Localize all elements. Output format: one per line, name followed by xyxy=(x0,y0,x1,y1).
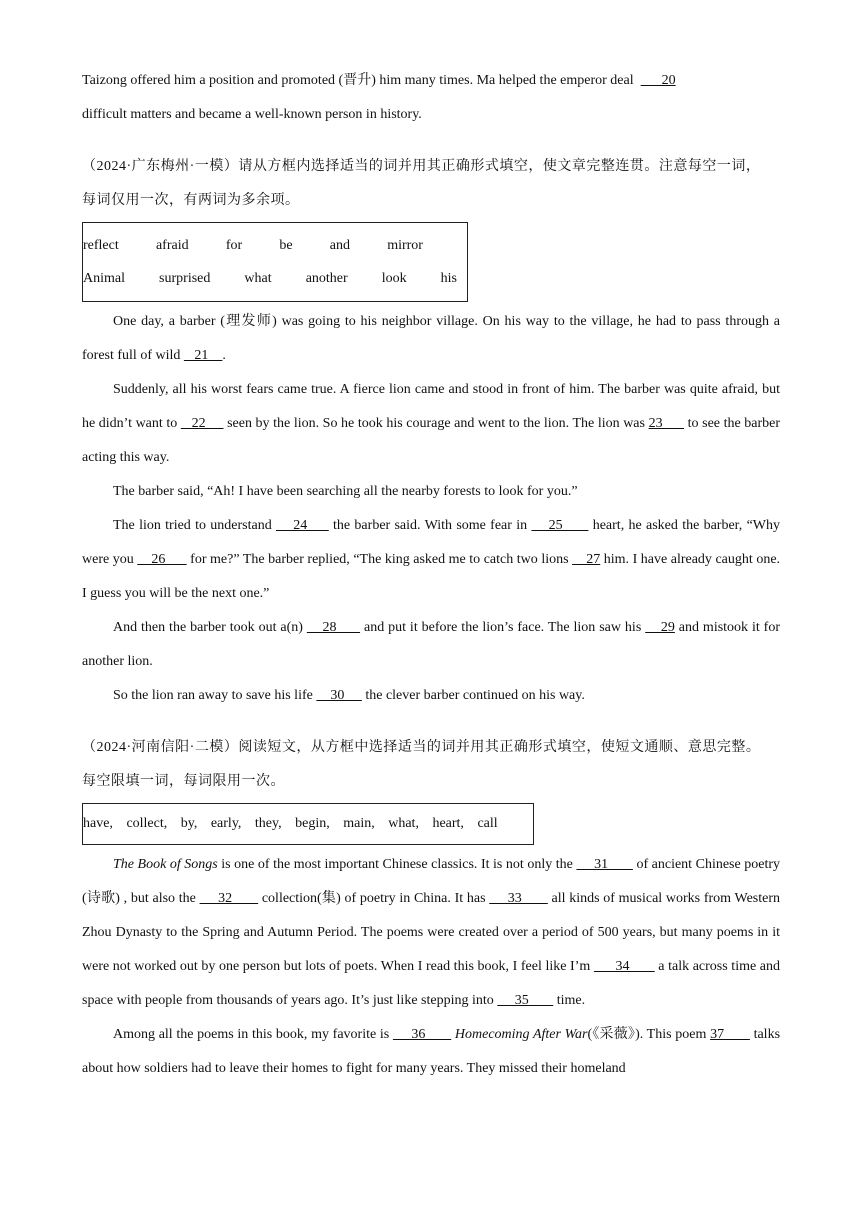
blank-20[interactable]: 20 xyxy=(640,73,676,88)
poem-title: Homecoming After War xyxy=(454,1027,588,1042)
text: The lion tried to understand xyxy=(113,518,277,533)
word: begin, xyxy=(295,816,330,831)
blank-36[interactable]: 36 xyxy=(392,1027,452,1042)
text: him. I have already caught one. I guess you will be the next one.” xyxy=(82,552,781,601)
word: call xyxy=(477,816,498,831)
word: Animal xyxy=(83,271,125,286)
word: another xyxy=(305,271,348,286)
blank-30[interactable]: 30 xyxy=(316,688,362,703)
book-title: The Book of Songs xyxy=(113,857,218,872)
word: collect, xyxy=(126,816,168,831)
paragraph xyxy=(82,373,780,475)
word: afraid xyxy=(155,238,189,253)
text: to see the barber acting this way. xyxy=(82,416,781,465)
word: have, xyxy=(83,816,113,831)
blank-33[interactable]: 33 xyxy=(489,891,548,906)
blank-37[interactable]: 37 xyxy=(710,1027,750,1042)
paragraph xyxy=(82,509,780,611)
word: his xyxy=(440,271,457,286)
text: . xyxy=(222,348,226,363)
text: seen by the lion. So he took his courage and went to the lion. The lion was xyxy=(223,416,649,431)
word: for xyxy=(225,238,243,253)
paragraph xyxy=(82,679,780,713)
blank-28[interactable]: 28 xyxy=(306,620,361,635)
text: Suddenly, all his worst fears came true. A fierce lion came and stood in front of him. The barber was quite afraid, but he didn’t want to xyxy=(82,382,780,431)
text: time. xyxy=(553,993,586,1008)
word-bank-box-2 xyxy=(82,803,534,845)
blank-34[interactable]: 34 xyxy=(593,959,655,974)
text: 每词仅用一次，有两词为多余项。 xyxy=(82,193,300,208)
word: be xyxy=(279,238,293,253)
text: heart, he asked the barber, “Why were you xyxy=(82,518,781,567)
text: and mistook it for another lion. xyxy=(82,620,780,669)
word-bank-row-2 xyxy=(83,262,467,295)
word-bank-row-1 xyxy=(83,229,467,262)
blank-21[interactable]: 21 xyxy=(183,348,223,363)
paragraph xyxy=(82,611,780,679)
word: they, xyxy=(254,816,282,831)
text: Taizong offered him a position and promoted (晋升) him many times. Ma helped the emperor deal xyxy=(82,73,634,88)
word: early, xyxy=(210,816,242,831)
word: mirror xyxy=(387,238,423,253)
blank-27[interactable]: 27 xyxy=(572,552,601,567)
text: One day, a barber (理发师) was going to his neighbor village. On his way to the village, he had to pass through a forest full of wild xyxy=(82,314,780,363)
paragraph xyxy=(82,1018,780,1086)
text: the barber said. With some fear in xyxy=(328,518,532,533)
blank-32[interactable]: 32 xyxy=(199,891,259,906)
word: look xyxy=(381,271,407,286)
text: 每空限填一词，每词限用一次。 xyxy=(82,774,285,789)
section2-instructions xyxy=(82,150,780,218)
blank-22[interactable]: 22 xyxy=(180,416,224,431)
word: what xyxy=(244,271,272,286)
text: is one of the most important Chinese classics. It is not only the xyxy=(217,857,577,872)
text: collection(集) of poetry in China. It has xyxy=(258,891,490,906)
paragraph: The barber said, “Ah! I have been searching all the nearby forests to look for you.” xyxy=(113,484,578,499)
word: main, xyxy=(343,816,375,831)
text: the clever barber continued on his way. xyxy=(361,688,585,703)
text: and put it before the lion’s face. The lion saw his xyxy=(360,620,646,635)
word: surprised xyxy=(159,271,211,286)
word: reflect xyxy=(83,238,119,253)
paragraph xyxy=(82,848,780,1018)
word: what, xyxy=(388,816,419,831)
text: of ancient Chinese poetry (诗歌) , but also the xyxy=(82,857,781,906)
blank-29[interactable]: 29 xyxy=(645,620,675,635)
word-bank-box-1 xyxy=(82,222,468,302)
word: by, xyxy=(180,816,198,831)
blank-31[interactable]: 31 xyxy=(576,857,633,872)
text: difficult matters and became a well-known person in history. xyxy=(82,107,422,122)
word: heart, xyxy=(432,816,464,831)
text: talks about how soldiers had to leave their homes to fight for many years. They missed their homeland xyxy=(82,1027,781,1076)
text: a talk across time and space with people from thousands of years ago. It’s just like stepping into xyxy=(82,959,781,1008)
blank-35[interactable]: 35 xyxy=(497,993,554,1008)
text: And then the barber took out a(n) xyxy=(113,620,307,635)
blank-25[interactable]: 25 xyxy=(531,518,589,533)
document-page xyxy=(82,64,780,1086)
blank-26[interactable]: 26 xyxy=(137,552,187,567)
passage-top xyxy=(82,64,780,132)
blank-23[interactable]: 23 xyxy=(648,416,685,431)
text: Among all the poems in this book, my favorite is xyxy=(113,1027,393,1042)
text: all kinds of musical works from Western Zhou Dynasty to the Spring and Autumn Period. The poems were created over a period of 500 years, but many poems in it were not worked out by one person but lots of poets. When I read this book, I feel like I’m xyxy=(82,891,781,974)
word: and xyxy=(329,238,350,253)
text: for me?” The barber replied, “The king asked me to catch two lions xyxy=(186,552,573,567)
text: （2024·广东梅州·一模）请从方框内选择适当的词并用其正确形式填空，使文章完整连贯。注意每空一词， xyxy=(82,159,761,174)
text: So the lion ran away to save his life xyxy=(113,688,317,703)
text: (《采薇》). This poem xyxy=(587,1027,711,1042)
blank-24[interactable]: 24 xyxy=(276,518,329,533)
text: （2024·河南信阳·二模）阅读短文，从方框中选择适当的词并用其正确形式填空，使短文通顺、意思完整。 xyxy=(82,740,761,755)
section3-instructions xyxy=(82,731,780,799)
paragraph xyxy=(82,305,780,373)
